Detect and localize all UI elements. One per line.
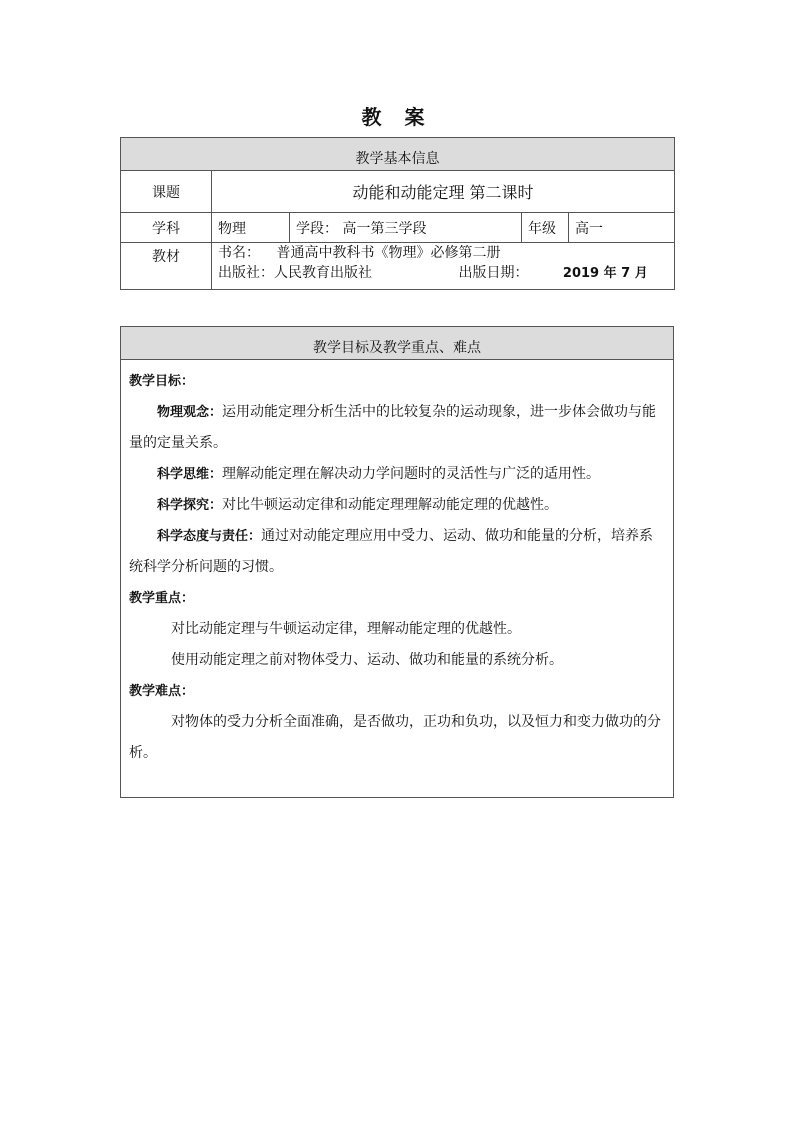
stage-label: 学段： — [296, 220, 338, 237]
textbook-info — [212, 243, 675, 290]
publisher-value: 人民教育出版社 — [274, 265, 372, 281]
subject-value: 物理 — [212, 213, 290, 243]
key-point-1: 对比动能定理与牛顿运动定律，理解动能定理的优越性。 — [171, 621, 521, 637]
publisher-label: 出版社： — [218, 265, 274, 281]
science-inquiry-label: 科学探究： — [157, 498, 223, 513]
attitude-label: 科学态度与责任： — [157, 529, 262, 544]
stage-value: 高一第三学段 — [342, 220, 427, 237]
pubdate-label: 出版日期： — [458, 265, 529, 281]
attitude-text: 通过对动能定理应用中受力、运动、做功和能量的分析，培养系统科学分析问题的习惯。 — [129, 528, 654, 575]
goals-table — [120, 326, 674, 798]
physics-concept-label: 物理观念： — [157, 405, 223, 420]
key-point-2: 使用动能定理之前对物体受力、运动、做功和能量的系统分析。 — [171, 652, 563, 668]
key-points-heading: 教学重点： — [129, 591, 195, 606]
subject-label: 学科 — [121, 213, 212, 243]
topic-label: 课题 — [121, 171, 212, 213]
difficult-point-1: 对物体的受力分析全面准确，是否做功，正功和负功，以及恒力和变力做功的分析。 — [129, 714, 661, 761]
book-label: 书名： — [218, 245, 260, 261]
document-title: 教 案 — [361, 105, 433, 129]
goals-body — [121, 360, 674, 798]
objectives-heading: 教学目标： — [129, 374, 195, 389]
pubdate-value: 2019 年 7 月 — [562, 266, 648, 281]
physics-concept-text: 运用动能定理分析生活中的比较复杂的运动现象，进一步体会做功与能量的定量关系。 — [129, 404, 657, 451]
textbook-label: 教材 — [121, 243, 212, 290]
grade-value: 高一 — [569, 213, 675, 243]
book-name: 普通高中教科书《物理》必修第二册 — [276, 245, 501, 261]
goals-header: 教学目标及教学重点、难点 — [121, 327, 674, 360]
science-inquiry-text: 对比牛顿运动定律和动能定理理解动能定理的优越性。 — [222, 497, 559, 513]
basic-info-header: 教学基本信息 — [121, 138, 675, 171]
basic-info-table — [120, 137, 675, 290]
science-thinking-text: 理解动能定理在解决动力学问题时的灵活性与广泛的适用性。 — [222, 466, 601, 482]
stage-cell — [290, 213, 522, 243]
lesson-topic: 动能和动能定理 第二课时 — [212, 171, 675, 213]
grade-label: 年级 — [522, 213, 569, 243]
difficult-points-heading: 教学难点： — [129, 684, 195, 699]
science-thinking-label: 科学思维： — [157, 467, 223, 482]
